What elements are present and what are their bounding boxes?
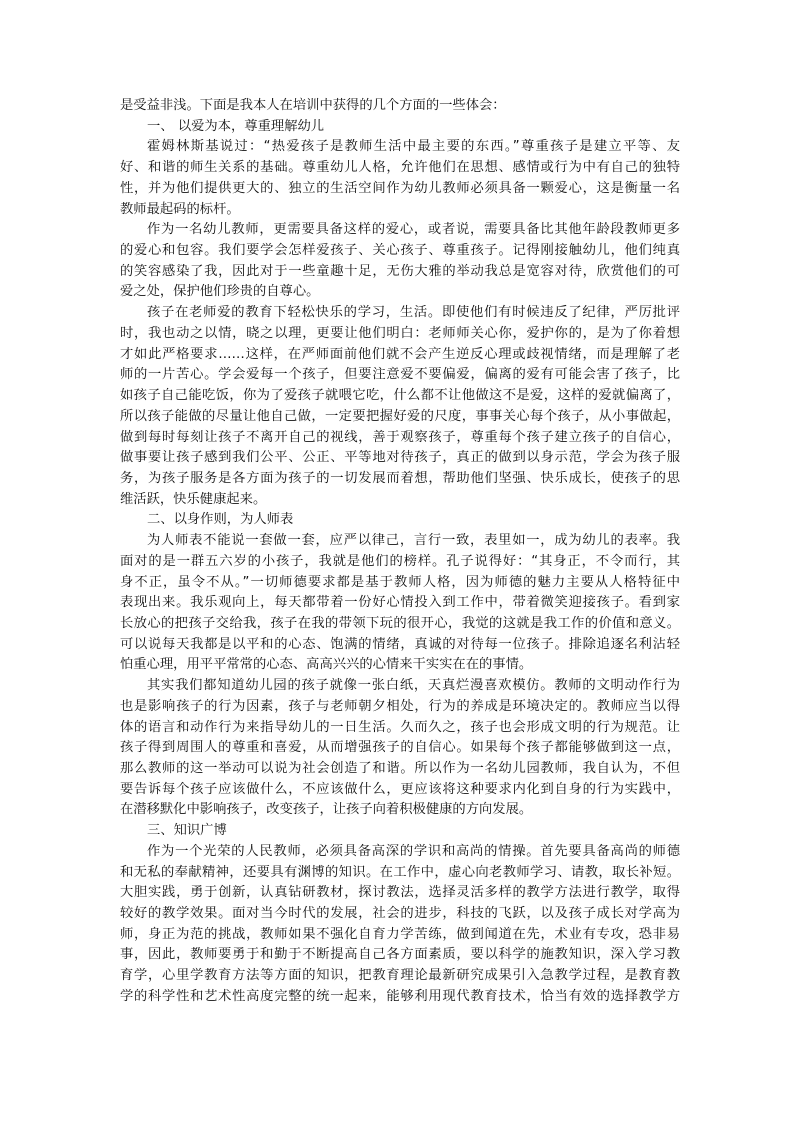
text-line: 在潜移默化中影响孩子，改变孩子，让孩子向着积极健康的方向发展。: [120, 802, 533, 818]
section-heading: 三、知识广博: [147, 823, 227, 839]
document-page: [120, 96, 680, 1008]
text-line: 和无私的奉献精神，还要具有渊博的知识。在工作中，虚心向老教师学习、请教，取长补短。: [120, 864, 680, 880]
text-line: 师，身正为范的挑战，教师如果不强化自育力学苦练，做到闻道在先，术业有专攻，恐非易: [120, 926, 680, 942]
text-line: 学的科学性和艺术性高度完整的统一起来，能够利用现代教育技术，恰当有效的选择教学方: [120, 988, 680, 1004]
text-line: 作为一名幼儿教师，更需要具备这样的爱心，或者说，需要具备比其他年龄段教师更多: [147, 222, 680, 238]
text-line: 教师最起码的标杆。: [120, 201, 240, 217]
text-line: 大胆实践，勇于创新，认真钻研教材，探讨教法，选择灵活多样的教学方法进行教学，取得: [120, 885, 680, 901]
text-line: 为人师表不能说一套做一套，应严以律己，言行一致，表里如一，成为幼儿的表率。我: [147, 533, 680, 549]
text-line: 可以说每天我都是以平和的心态、饱满的情绪，真诚的对待每一位孩子。排除追逐名利沾轻: [120, 636, 680, 652]
text-line: 做到每时每刻让孩子不离开自己的视线，善于观察孩子，尊重每个孩子建立孩子的自信心，: [120, 429, 680, 445]
text-line: 师的一片苦心。学会爱每一个孩子，但要注意爱不要偏爱，偏离的爱有可能会害了孩子，比: [120, 367, 680, 383]
section-heading: 一、 以爱为本，尊重理解幼儿: [147, 118, 325, 134]
text-line: 事，因此，教师要勇于和勤于不断提高自己各方面素质，要以科学的施教知识，深入学习教: [120, 947, 680, 963]
text-line: 身不正，虽令不从。”一切师德要求都是基于教师人格，因为师德的魅力主要从人格特征中: [120, 574, 680, 590]
text-line: 作为一个光荣的人民教师，必须具备高深的学识和高尚的情操。首先要具备高尚的师德: [147, 843, 680, 859]
text-line: 是受益非浅。下面是我本人在培训中获得的几个方面的一些体会：: [120, 98, 506, 113]
text-line: 爱之处，保护他们珍贵的自尊心。: [120, 284, 320, 300]
text-line: 较好的教学效果。面对当今时代的发展，社会的进步，科技的飞跃，以及孩子成长对学高为: [120, 906, 680, 922]
text-line: 如孩子自己能吃饭，你为了爱孩子就喂它吃，什么都不让他做这不是爱，这样的爱就偏离了，: [120, 388, 680, 404]
text-line: 的爱心和包容。我们要学会怎样爱孩子、关心孩子、尊重孩子。记得刚接触幼儿，他们纯真: [120, 243, 680, 259]
text-line: 维活跃，快乐健康起来。: [120, 491, 267, 507]
section-heading: 二、以身作则，为人师表: [147, 512, 294, 528]
text-line: 那么教师的这一举动可以说为社会创造了和谐。所以作为一名幼儿园教师，我自认为，不但: [120, 761, 680, 776]
text-line: 也是影响孩子的行为因素，孩子与老师朝夕相处，行为的养成是环境决定的。教师应当以得: [120, 698, 680, 714]
text-line: 其实我们都知道幼儿园的孩子就像一张白纸，天真烂漫喜欢模仿。教师的文明动作行为: [147, 678, 680, 694]
text-line: 的笑容感染了我，因此对于一些童趣十足，无伤大雅的举动我总是宽容对待，欣赏他们的可: [120, 263, 680, 279]
text-line: 才如此严格要求……这样，在严师面前他们就不会产生逆反心理或歧视情绪，而是理解了老: [120, 346, 680, 362]
text-line: 体的语言和动作行为来指导幼儿的一日生活。久而久之，孩子也会形成文明的行为规范。让: [120, 719, 680, 735]
text-line: 育学，心里学教育方法等方面的知识，把教育理论最新研究成果引入急教学过程，是教育教: [120, 968, 680, 984]
text-line: 时，我也动之以情，晓之以理，更要让他们明白：老师师关心你，爱护你的，是为了你着想: [120, 325, 680, 341]
text-line: 面对的是一群五六岁的小孩子，我就是他们的榜样。孔子说得好：“其身正，不令而行，其: [120, 553, 680, 569]
text-line: 做事要让孩子感到我们公平、公正、平等地对待孩子，真正的做到以身示范，学会为孩子服: [120, 450, 680, 466]
text-line: 好、和谐的师生关系的基础。尊重幼儿人格，允许他们在思想、感情或行为中有自己的独特: [120, 160, 680, 176]
text-line: 务，为孩子服务是各方面为孩子的一切发展而着想，帮助他们坚强、快乐成长，使孩子的思: [120, 470, 680, 486]
text-line: 怕重心理，用平平常常的心态、高高兴兴的心情来干实实在在的事情。: [120, 657, 533, 673]
text-line: 孩子得到周围人的尊重和喜爱，从而增强孩子的自信心。如果每个孩子都能够做到这一点，: [120, 740, 680, 756]
text-line: 性，并为他们提供更大的、独立的生活空间作为幼儿教师必须具备一颗爱心，这是衡量一名: [120, 180, 680, 196]
text-line: 孩子在老师爱的教育下轻松快乐的学习，生活。即使他们有时候违反了纪律，严厉批评: [147, 305, 680, 321]
text-line: 表现出来。我乐观向上，每天都带着一份好心情投入到工作中，带着微笑迎接孩子。看到家: [120, 595, 680, 611]
text-line: 长放心的把孩子交给我，孩子在我的带领下玩的很开心，我觉的这就是我工作的价值和意义。: [120, 615, 680, 631]
text-line: 霍姆林斯基说过：“热爱孩子是教师生活中最主要的东西。”尊重孩子是建立平等、友: [147, 139, 680, 155]
text-line: 要告诉每个孩子应该做什么，不应该做什么，更应该将这种要求内化到自身的行为实践中，: [120, 781, 680, 797]
text-line: 所以孩子能做的尽量让他自己做，一定要把握好爱的尺度，事事关心每个孩子，从小事做起，: [120, 408, 680, 424]
